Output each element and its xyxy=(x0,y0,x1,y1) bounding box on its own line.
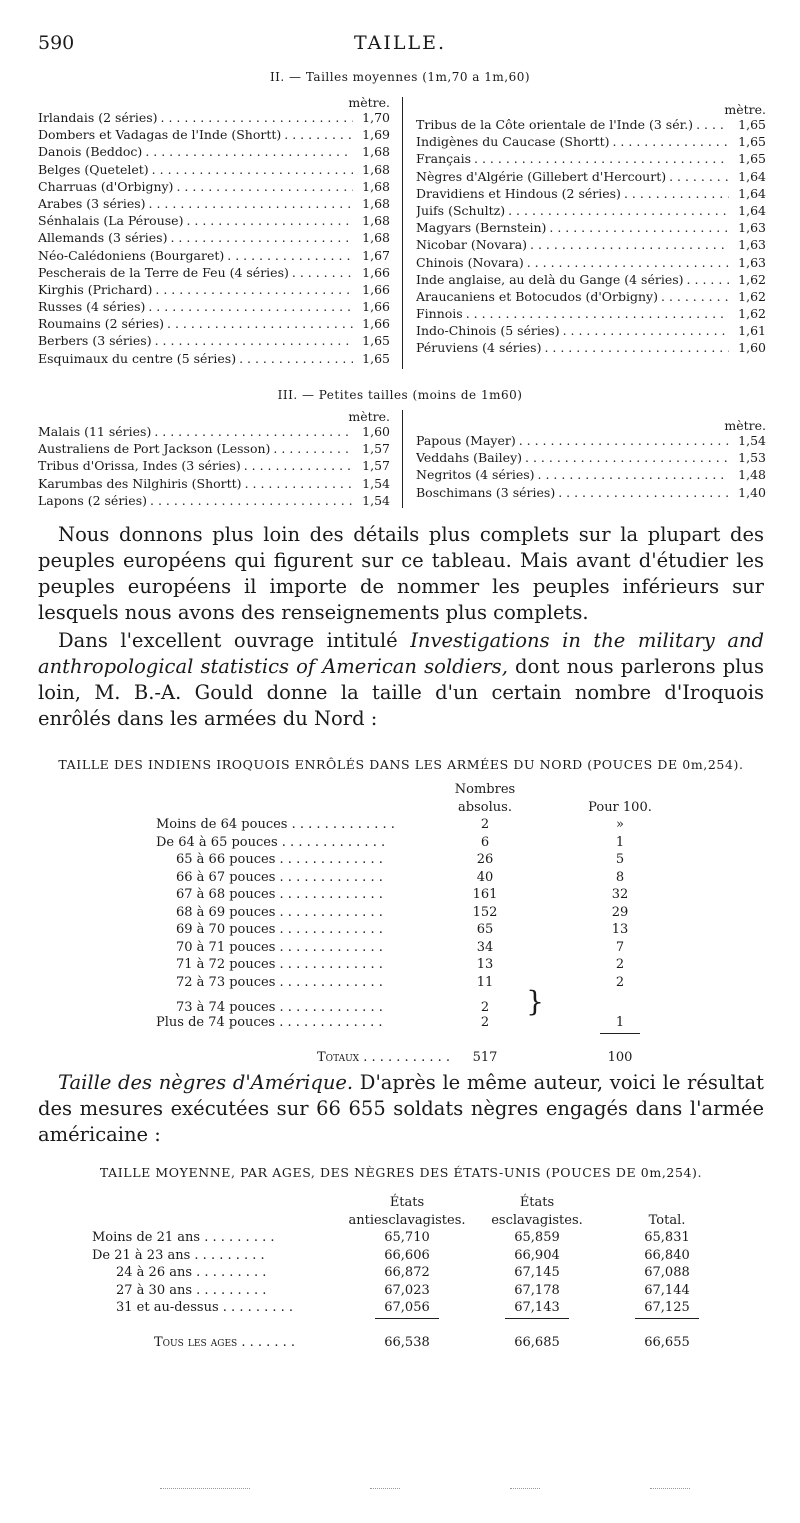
paragraph: Taille des nègres d'Amérique. D'après le même auteur, voici le résultat des mesures exécutées sur 66 655 soldats nègres engagés dans l'armée américaine : xyxy=(38,1071,764,1146)
list-item xyxy=(38,458,390,475)
brace-cell xyxy=(520,905,550,923)
list-item xyxy=(416,433,766,450)
bleed-through-mark xyxy=(650,1488,690,1490)
value-c: 65,831 xyxy=(644,1230,690,1245)
abs-value: 2 xyxy=(480,1000,490,1015)
list-item xyxy=(416,450,766,467)
row-label: 27 à 30 ans . . . . . . . . . xyxy=(116,1282,267,1298)
entry-value: 1,54 xyxy=(738,433,766,448)
entry-name: Berbers (3 séries) xyxy=(38,333,152,349)
list-item xyxy=(416,485,766,502)
italic-title: Investigations in the military and anthropological statistics of American soldiers, xyxy=(38,629,764,678)
leader-dots xyxy=(244,458,353,473)
abs-value: 40 xyxy=(476,869,494,885)
abs-value: 2 xyxy=(480,1015,490,1030)
running-title: TAILLE. xyxy=(353,32,446,54)
total-abs: 517 xyxy=(472,1050,498,1065)
list-item xyxy=(38,213,390,230)
entry-value: 1,68 xyxy=(362,195,390,211)
row-label: 24 à 26 ans . . . . . . . . . xyxy=(116,1265,267,1280)
entry-value: 1,62 xyxy=(738,288,766,304)
section-iii-right-list xyxy=(416,433,766,502)
entry-value: 1,68 xyxy=(362,213,390,229)
entry-value: 1,63 xyxy=(738,220,766,236)
entry-value: 1,60 xyxy=(738,340,766,356)
section-ii-left-list xyxy=(38,110,390,368)
entry-name: Inde anglaise, au delà du Gange (4 séries) xyxy=(416,271,684,287)
abs-value: 26 xyxy=(476,852,494,867)
leader-dots xyxy=(170,230,353,245)
leader-dots xyxy=(696,117,729,132)
entry-name: Danois (Beddoc) xyxy=(38,144,143,160)
negro-height-table xyxy=(92,1195,732,1353)
list-item xyxy=(416,169,766,186)
entry-value: 1,65 xyxy=(738,151,766,167)
entry-name: Arabes (3 séries) xyxy=(38,195,146,211)
entry-value: 1,63 xyxy=(738,254,766,270)
leader-dots xyxy=(508,203,729,218)
unit-label: mètre. xyxy=(724,418,766,433)
entry-value: 1,65 xyxy=(362,350,390,366)
column-header: Total. xyxy=(648,1212,686,1228)
abs-value: 2 xyxy=(480,817,490,832)
entry-value: 1,64 xyxy=(738,168,766,184)
entry-name: Nicobar (Novara) xyxy=(416,237,528,253)
table-row xyxy=(150,1015,690,1033)
column-header: États xyxy=(519,1195,555,1210)
column-header: absolus. xyxy=(458,799,512,815)
entry-value: 1,66 xyxy=(362,281,390,297)
list-item xyxy=(416,117,766,134)
brace-cell xyxy=(520,835,550,853)
list-item xyxy=(416,323,766,340)
list-item xyxy=(38,144,390,161)
column-header: esclavagistes. xyxy=(491,1212,583,1228)
list-item xyxy=(416,306,766,323)
pct-value: 7 xyxy=(615,939,625,955)
section-iii-left-list xyxy=(38,424,390,510)
leader-dots xyxy=(558,485,729,500)
section-ii-heading: II. — Tailles moyennes (1m,70 a 1m,60) xyxy=(269,70,531,84)
abs-value: 65 xyxy=(476,922,494,937)
leader-dots xyxy=(155,333,353,348)
leader-dots xyxy=(239,351,353,366)
value-c: 67,088 xyxy=(644,1265,690,1280)
entry-name: Papous (Mayer) xyxy=(416,433,516,448)
bleed-through-mark xyxy=(510,1488,540,1490)
total-label: Tous les ages . . . . . . . xyxy=(154,1335,296,1350)
entry-value: 1,54 xyxy=(362,475,390,491)
value-c: 67,144 xyxy=(644,1282,690,1298)
entry-value: 1,53 xyxy=(738,450,766,466)
total-c: 66,655 xyxy=(644,1335,690,1350)
column-divider xyxy=(402,97,403,369)
list-item xyxy=(416,186,766,203)
entry-value: 1,65 xyxy=(362,333,390,349)
section-ii-left-column xyxy=(38,95,390,368)
leader-dots xyxy=(563,323,729,338)
entry-value: 1,64 xyxy=(738,202,766,218)
pct-value: 2 xyxy=(615,974,625,990)
entry-name: Indo-Chinois (5 séries) xyxy=(416,323,560,339)
value-c: 66,840 xyxy=(644,1247,690,1263)
italic-heading: Taille des nègres d'Amérique. xyxy=(58,1071,354,1094)
list-item xyxy=(38,316,390,333)
entry-value: 1,65 xyxy=(738,134,766,150)
brace-cell xyxy=(520,817,550,835)
list-item xyxy=(38,162,390,179)
column-header: Pour 100. xyxy=(588,799,652,815)
entry-name: Magyars (Bernstein) xyxy=(416,220,547,236)
row-label: 68 à 69 pouces . . . . . . . . . . . . . xyxy=(176,904,383,920)
pct-value: 32 xyxy=(611,887,629,902)
entry-value: 1,40 xyxy=(738,484,766,500)
brace-cell xyxy=(520,870,550,888)
entry-value: 1,69 xyxy=(362,127,390,143)
entry-value: 1,66 xyxy=(362,316,390,332)
row-label: 72 à 73 pouces . . . . . . . . . . . . . xyxy=(176,974,383,990)
leader-dots xyxy=(145,144,353,159)
table-row xyxy=(92,1300,732,1318)
page-number: 590 xyxy=(38,32,75,54)
row-label: 65 à 66 pouces . . . . . . . . . . . . . xyxy=(176,852,383,867)
entry-value: 1,54 xyxy=(362,492,390,508)
entry-value: 1,67 xyxy=(362,247,390,263)
pct-value: 1 xyxy=(615,1015,625,1030)
table-row xyxy=(92,1230,732,1248)
list-item xyxy=(416,340,766,357)
page-header xyxy=(38,32,762,56)
entry-value: 1,66 xyxy=(362,299,390,315)
entry-name: Dombers et Vadagas de l'Inde (Shortt) xyxy=(38,127,282,143)
table-row xyxy=(150,905,690,923)
leader-dots xyxy=(474,151,729,166)
table-row xyxy=(150,957,690,975)
entry-name: Australiens de Port Jackson (Lesson) xyxy=(38,441,271,457)
leader-dots xyxy=(549,220,729,235)
row-label: De 21 à 23 ans . . . . . . . . . xyxy=(92,1247,265,1263)
leader-dots xyxy=(148,299,353,314)
row-label: Moins de 64 pouces . . . . . . . . . . . . . xyxy=(156,817,395,832)
brace-mark: } xyxy=(526,985,544,1018)
leader-dots xyxy=(466,306,729,321)
brace-cell xyxy=(520,887,550,905)
section-iii-right-column xyxy=(416,418,766,502)
entry-name: Juifs (Schultz) xyxy=(416,202,506,218)
row-label: Plus de 74 pouces . . . . . . . . . . . . . xyxy=(156,1015,383,1030)
entry-name: Charruas (d'Orbigny) xyxy=(38,178,174,194)
column-header: Nombres xyxy=(454,782,516,797)
entry-name: Pescherais de la Terre de Feu (4 séries) xyxy=(38,264,289,280)
list-item xyxy=(416,289,766,306)
unit-label: mètre. xyxy=(348,95,390,110)
brace-cell xyxy=(520,957,550,975)
leader-dots xyxy=(154,424,353,439)
pct-value: 8 xyxy=(615,869,625,885)
row-label: De 64 à 65 pouces . . . . . . . . . . . . . xyxy=(156,834,386,850)
table-row xyxy=(150,835,690,853)
entry-name: Indigènes du Caucase (Shortt) xyxy=(416,134,610,150)
entry-name: Chinois (Novara) xyxy=(416,254,524,270)
leader-dots xyxy=(624,186,729,201)
row-label: 66 à 67 pouces . . . . . . . . . . . . . xyxy=(176,869,383,885)
pct-value: 5 xyxy=(615,852,625,867)
leader-dots xyxy=(186,213,353,228)
total-b: 66,685 xyxy=(514,1335,560,1350)
entry-value: 1,57 xyxy=(362,458,390,474)
leader-dots xyxy=(538,467,729,482)
row-label: 71 à 72 pouces . . . . . . . . . . . . . xyxy=(176,957,383,972)
entry-value: 1,65 xyxy=(738,117,766,132)
abs-value: 152 xyxy=(472,904,498,920)
entry-name: Esquimaux du centre (5 séries) xyxy=(38,350,237,366)
entry-value: 1,68 xyxy=(362,144,390,160)
value-b: 65,859 xyxy=(514,1230,560,1245)
bleed-through-mark xyxy=(160,1488,250,1490)
section-iii-heading: III. — Petites tailles (moins de 1m60) xyxy=(277,388,523,402)
iroquois-height-table xyxy=(150,782,690,1068)
bleed-through-mark xyxy=(370,1488,400,1490)
entry-value: 1,66 xyxy=(362,264,390,280)
row-label: 73 à 74 pouces . . . . . . . . . . . . . xyxy=(176,1000,383,1015)
abs-value: 13 xyxy=(476,957,494,972)
brace-cell xyxy=(520,852,550,870)
list-item xyxy=(416,272,766,289)
list-item xyxy=(38,196,390,213)
leader-dots xyxy=(687,272,729,287)
entry-value: 1,60 xyxy=(362,424,390,439)
list-item xyxy=(38,230,390,247)
entry-name: Malais (11 séries) xyxy=(38,424,152,439)
leader-dots xyxy=(292,265,353,280)
table-row xyxy=(150,870,690,888)
row-label: 69 à 70 pouces . . . . . . . . . . . . . xyxy=(176,922,383,937)
entry-value: 1,63 xyxy=(738,237,766,253)
entry-name: Roumains (2 séries) xyxy=(38,316,165,332)
list-item xyxy=(416,203,766,220)
table-row xyxy=(92,1265,732,1283)
list-item xyxy=(38,493,390,510)
table-row xyxy=(150,887,690,905)
value-b: 67,178 xyxy=(514,1282,560,1298)
leader-dots xyxy=(152,162,353,177)
value-b: 67,145 xyxy=(514,1265,560,1280)
abs-value: 34 xyxy=(476,939,494,955)
list-item xyxy=(38,265,390,282)
list-item xyxy=(416,467,766,484)
table-row xyxy=(150,940,690,958)
entry-value: 1,62 xyxy=(738,306,766,322)
entry-name: Allemands (3 séries) xyxy=(38,230,168,246)
list-item xyxy=(38,282,390,299)
section-iii-left-column xyxy=(38,409,390,510)
table-row xyxy=(150,852,690,870)
entry-name: Karumbas des Nilghiris (Shortt) xyxy=(38,475,242,491)
entry-name: Nègres d'Algérie (Gillebert d'Hercourt) xyxy=(416,168,667,184)
list-item xyxy=(416,237,766,254)
row-label: Moins de 21 ans . . . . . . . . . xyxy=(92,1230,275,1245)
leader-dots xyxy=(530,237,729,252)
entry-value: 1,68 xyxy=(362,178,390,194)
table-caption: TAILLE DES INDIENS IROQUOIS ENRÔLÉS DANS LES ARMÉES DU NORD (POUCES DE 0m,254). xyxy=(58,757,744,772)
leader-dots xyxy=(519,433,729,448)
entry-value: 1,64 xyxy=(738,185,766,201)
leader-dots xyxy=(227,248,353,263)
entry-name: Finnois xyxy=(416,306,463,322)
entry-name: Araucaniens et Botocudos (d'Orbigny) xyxy=(416,288,658,304)
pct-value: 1 xyxy=(615,834,625,850)
unit-label: mètre. xyxy=(348,409,390,424)
entry-name: Irlandais (2 séries) xyxy=(38,110,158,125)
list-item xyxy=(38,476,390,493)
list-item xyxy=(38,248,390,265)
entry-name: Tribus d'Orissa, Indes (3 séries) xyxy=(38,458,241,474)
entry-value: 1,57 xyxy=(362,441,390,457)
leader-dots xyxy=(161,110,353,125)
value-a: 67,023 xyxy=(384,1282,430,1298)
value-a: 67,056 xyxy=(384,1300,430,1315)
entry-value: 1,48 xyxy=(738,467,766,483)
table-row xyxy=(150,975,690,993)
leader-dots xyxy=(149,196,353,211)
abs-value: 161 xyxy=(472,887,498,902)
table-row xyxy=(150,817,690,835)
table-row xyxy=(150,922,690,940)
abs-value: 11 xyxy=(476,974,494,990)
leader-dots xyxy=(661,289,729,304)
value-a: 66,872 xyxy=(384,1265,430,1280)
list-item xyxy=(416,255,766,272)
entry-name: Negritos (4 séries) xyxy=(416,467,535,483)
list-item xyxy=(38,127,390,144)
unit-label: mètre. xyxy=(724,102,766,117)
entry-name: Dravidiens et Hindous (2 séries) xyxy=(416,185,621,201)
entry-name: Péruviens (4 séries) xyxy=(416,340,542,356)
brace-cell xyxy=(520,940,550,958)
brace-cell xyxy=(520,985,550,1033)
entry-value: 1,62 xyxy=(738,271,766,287)
section-ii-right-column xyxy=(416,102,766,358)
entry-name: Kirghis (Prichard) xyxy=(38,281,153,297)
entry-name: Tribus de la Côte orientale de l'Inde (3 sér.) xyxy=(416,117,694,132)
table-caption: TAILLE MOYENNE, PAR AGES, DES NÈGRES DES ÉTATS-UNIS (POUCES DE 0m,254). xyxy=(99,1165,703,1180)
table-row xyxy=(150,992,690,1015)
leader-dots xyxy=(176,179,353,194)
pct-value: » xyxy=(616,817,624,832)
leader-dots xyxy=(544,340,729,355)
leader-dots xyxy=(527,255,729,270)
list-item xyxy=(38,179,390,196)
list-item xyxy=(38,424,390,441)
entry-name: Néo-Calédoniens (Bourgaret) xyxy=(38,247,225,263)
row-label: 70 à 71 pouces . . . . . . . . . . . . . xyxy=(176,939,383,955)
list-item xyxy=(38,110,390,127)
column-header: antiesclavagistes. xyxy=(348,1212,466,1228)
list-item xyxy=(38,299,390,316)
total-label: Totaux . . . . . . . . . . . xyxy=(317,1050,450,1065)
list-item xyxy=(416,220,766,237)
column-divider xyxy=(402,410,403,508)
entry-value: 1,68 xyxy=(362,230,390,246)
entry-name: Russes (4 séries) xyxy=(38,299,146,315)
pct-value: 29 xyxy=(611,904,629,920)
entry-value: 1,70 xyxy=(362,110,390,125)
value-b: 67,143 xyxy=(514,1300,560,1315)
list-item xyxy=(38,333,390,350)
leader-dots xyxy=(273,441,353,456)
value-b: 66,904 xyxy=(514,1247,560,1263)
row-label: 31 et au-dessus . . . . . . . . . xyxy=(116,1300,294,1315)
leader-dots xyxy=(525,450,729,465)
paragraph: Dans l'excellent ouvrage intitulé Investigations in the military and anthropological statistics of American soldiers, dont nous parlerons plus loin, M. B.-A. Gould donne la taille d'un certain nombre d'Iroquois enrôlés dans les armées du Nord : xyxy=(38,629,764,730)
leader-dots xyxy=(284,127,353,142)
total-a: 66,538 xyxy=(384,1335,430,1350)
value-a: 65,710 xyxy=(384,1230,430,1245)
value-c: 67,125 xyxy=(644,1300,690,1315)
list-item xyxy=(416,134,766,151)
entry-value: 1,68 xyxy=(362,161,390,177)
brace-cell xyxy=(520,922,550,940)
entry-name: Boschimans (3 séries) xyxy=(416,484,556,500)
leader-dots xyxy=(150,493,353,508)
value-a: 66,606 xyxy=(384,1247,430,1263)
table-row xyxy=(92,1283,732,1301)
pct-value: 2 xyxy=(615,957,625,972)
table-row xyxy=(92,1248,732,1266)
list-item xyxy=(38,441,390,458)
leader-dots xyxy=(245,476,353,491)
section-ii-right-list xyxy=(416,117,766,358)
entry-name: Veddahs (Bailey) xyxy=(416,450,523,466)
entry-name: Sénhalais (La Pérouse) xyxy=(38,213,184,229)
paragraph: Nous donnons plus loin des détails plus complets sur la plupart des peuples européens qui figurent sur ce tableau. Mais avant d'étudier les peuples européens il importe de nommer les peuples inférieurs sur lesquels nous avons des renseignements plus complets. xyxy=(38,523,764,624)
leader-dots xyxy=(155,282,353,297)
column-header: États xyxy=(389,1195,425,1210)
entry-name: Français xyxy=(416,151,472,167)
pct-value: 13 xyxy=(611,922,629,937)
entry-value: 1,61 xyxy=(738,323,766,339)
entry-name: Belges (Quetelet) xyxy=(38,161,149,177)
list-item xyxy=(416,151,766,168)
abs-value: 6 xyxy=(480,834,490,850)
list-item xyxy=(38,351,390,368)
leader-dots xyxy=(669,169,729,184)
total-pct: 100 xyxy=(607,1050,633,1065)
row-label: 67 à 68 pouces . . . . . . . . . . . . . xyxy=(176,887,383,902)
pct-value xyxy=(550,992,690,1015)
leader-dots xyxy=(612,134,729,149)
leader-dots xyxy=(167,316,353,331)
entry-name: Lapons (2 séries) xyxy=(38,492,147,508)
